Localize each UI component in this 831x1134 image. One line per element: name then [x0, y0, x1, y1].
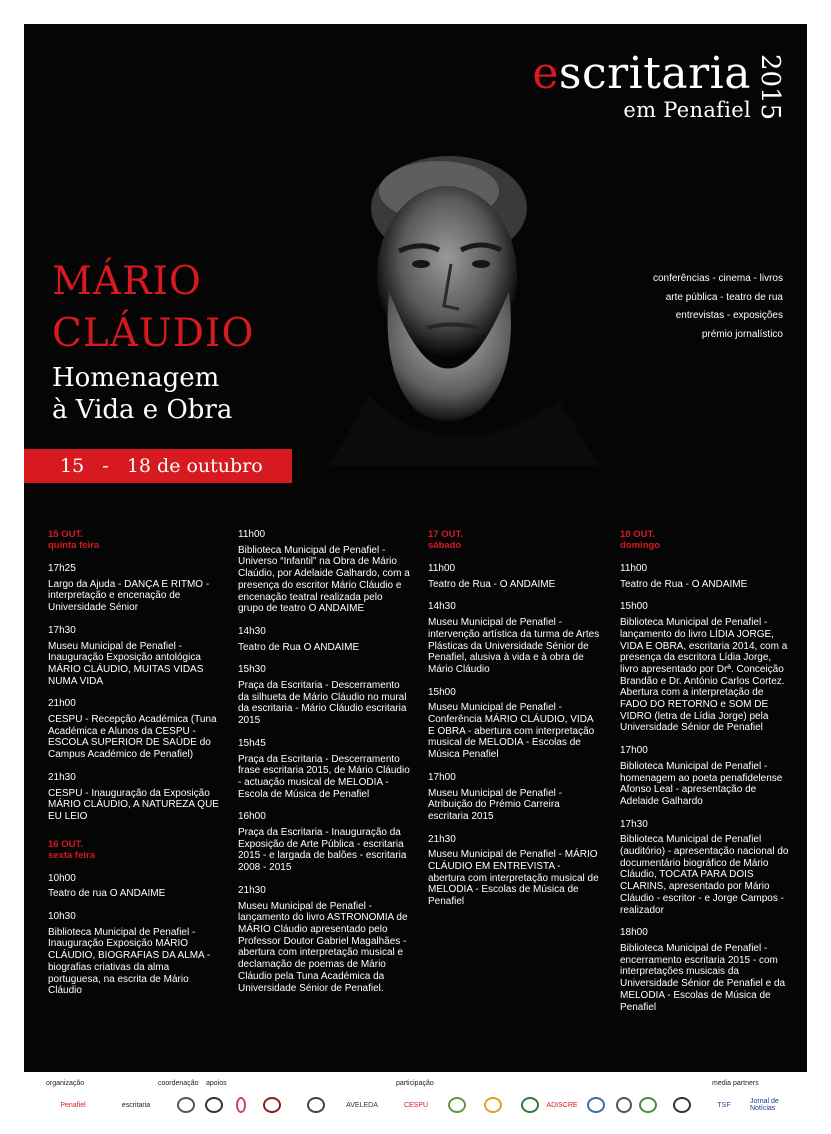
- schedule-event: [48, 625, 220, 688]
- event-time: 21h30: [48, 771, 76, 783]
- brand-year: 2015: [755, 54, 785, 121]
- event-description: Praça da Escritaria - Descerramento frase escritaria 2015, de Mário Cláudio - actuação musical de MELODIA - Escola de Música de Penafiel: [238, 753, 410, 800]
- day-date: 16 OUT.: [48, 838, 83, 850]
- event-time: 15h00: [620, 601, 648, 613]
- schedule-event: [238, 885, 410, 994]
- sponsor-logo: AVELEDA: [346, 1101, 378, 1109]
- sponsor-emblem-icon: [484, 1097, 502, 1113]
- sponsor-logo: TSF: [717, 1101, 731, 1109]
- day-date: 18 OUT.: [620, 529, 655, 540]
- schedule-event: [238, 529, 410, 615]
- brand-logo: [532, 48, 751, 122]
- sponsor-emblem-icon: [177, 1097, 195, 1113]
- event-time: 14h30: [428, 601, 456, 613]
- event-time: 15h30: [238, 664, 266, 676]
- event-description: Museu Municipal de Penafiel - Conferência MÁRIO CLÁUDIO, VIDA E OBRA - abertura com interpretação musical de MELODIA - Escolas de Música Penafiel: [428, 702, 595, 761]
- event-time: 16h00: [238, 811, 266, 823]
- event-time: 17h00: [620, 745, 648, 757]
- event-description: Teatro de rua O ANDAIME: [48, 888, 166, 900]
- brand-wordmark: escritaria: [532, 48, 751, 99]
- sponsor-logo: [254, 1094, 290, 1116]
- sponsor-emblem-icon: [673, 1097, 691, 1113]
- sponsor-logo: [670, 1094, 694, 1116]
- event-time: 17h25: [48, 563, 76, 574]
- event-time: 10h30: [48, 911, 76, 923]
- event-time: 17h30: [48, 624, 76, 636]
- schedule-event: [48, 698, 220, 761]
- event-time: 11h00: [620, 563, 648, 574]
- sponsor-emblem-icon: [307, 1097, 325, 1113]
- sponsor-logo: [204, 1094, 224, 1116]
- sponsor-logo: [638, 1094, 658, 1116]
- sponsor-logo: CESPU: [403, 1101, 429, 1109]
- tribute-title: [52, 362, 232, 426]
- event-description: Biblioteca Municipal de Penafiel (auditório) - apresentação nacional do documentário biográfico de Mário Cláudio, TOCATA PARA DOIS CLARINS, apresentado por Mário Cláudio - escritor - e Jorge Campos - realizador: [620, 834, 789, 916]
- label-organizacao: organização: [46, 1080, 85, 1087]
- day-date: 15 OUT.: [48, 529, 83, 540]
- event-description: Museu Municipal de Penafiel - lançamento do livro ASTRONOMIA de MÁRIO Cláudio apresentado pelo Professor Doutor Gabriel Magalhães - abertura com interpretação musical e declamação de poemas de Mário Cláudio pela Tuna Académica da Universidade Sénior de Penafiel.: [238, 900, 408, 994]
- event-time: 17h30: [620, 818, 648, 830]
- event-dates-banner: 15 - 18 de outubro: [24, 449, 292, 483]
- day-heading: [48, 839, 220, 861]
- event-description: Biblioteca Municipal de Penafiel - lançamento do livro LÍDIA JORGE, VIDA E OBRA, escritaria 2014, com a presença da escritora Lídia Jorge, livro apresentado por Drª. Conceição Brandão e Dr. António Carlos Cortez. Abertura com a interpretação de FADO DO RETORNO e SOM DE VIDRO (letra de Lídia Jorge) pela Universidade Sénior de Penafiel: [620, 617, 788, 734]
- event-time: 11h00: [238, 529, 266, 540]
- schedule-event: [238, 626, 410, 653]
- day-heading: [428, 529, 600, 551]
- sponsor-emblem-icon: [616, 1097, 632, 1113]
- tag-line: entrevistas - exposições: [675, 310, 783, 321]
- schedule-event: [238, 738, 410, 801]
- sponsor-emblem-icon: [205, 1097, 223, 1113]
- sponsor-logo: escritaria: [121, 1101, 151, 1109]
- event-description: CESPU - Recepção Académica (Tuna Académica e Alunos da CESPU - ESCOLA SUPERIOR DE SAÚDE do Campus Académico de Penafiel): [48, 714, 217, 761]
- schedule-event: [48, 911, 220, 997]
- tag-line: conferências - cinema - livros: [652, 273, 783, 284]
- tag-line: prémio jornalístico: [701, 328, 783, 340]
- event-time: 17h00: [428, 771, 456, 783]
- tribute-line2: à Vida e Obra: [52, 395, 233, 425]
- event-description: Biblioteca Municipal de Penafiel - homenagem ao poeta penafidelense Afonso Leal - apresentação de Adelaide Galhardo: [620, 760, 783, 807]
- tag-line: arte pública - teatro de rua: [665, 291, 783, 303]
- sponsor-logo: [446, 1094, 468, 1116]
- event-time: 21h30: [428, 833, 456, 845]
- schedule-event: [620, 927, 792, 1013]
- event-description: Museu Municipal de Penafiel - intervenção artística da turma de Artes Plásticas da Universidade Sénior de Penafiel, alusiva à vida e à obra de Mário Cláudio: [428, 617, 600, 675]
- schedule-event: [238, 664, 410, 727]
- sponsor-logo: [236, 1094, 246, 1116]
- sponsor-emblem-icon: [448, 1097, 466, 1113]
- day-weekday: quinta feira: [48, 540, 100, 551]
- day-heading: [620, 529, 792, 551]
- schedule-column-1: [48, 529, 220, 1008]
- day-weekday: sexta feira: [48, 849, 96, 861]
- label-apoios: apoios: [206, 1080, 227, 1087]
- sponsor-logo: [306, 1094, 326, 1116]
- event-description: Largo da Ajuda - DANÇA E RITMO - interpretação e encenação de Universidade Sénior: [48, 578, 210, 614]
- event-description: Museu Municipal de Penafiel - Inauguração Exposição antológica MÁRIO CLÁUDIO, MUITAS VIDAS NUMA VIDA: [48, 640, 204, 687]
- sponsor-emblem-icon: [236, 1097, 246, 1113]
- event-description: Biblioteca Municipal de Penafiel - encerramento escritaria 2015 - com interpretações musicais da Universidade Sénior de Penafiel e da MELODIA - Escolas de Música de Penafiel: [620, 942, 786, 1013]
- event-description: CESPU - Inauguração da Exposição MÁRIO CLÁUDIO, A NATUREZA QUE EU LEIO: [48, 787, 219, 822]
- event-poster: [24, 24, 807, 1072]
- sponsor-logo: ADISCRE: [546, 1101, 578, 1109]
- event-description: Biblioteca Municipal de Penafiel - Universo “Infantil” na Obra de Mário Claúdio, por Adelaide Galhardo, com a presença do escritor Mário Cláudio e encenação teatral realizada pelo grupo de teatro O ANDAIME: [238, 544, 410, 615]
- event-description: Teatro de Rua - O ANDAIME: [428, 578, 556, 590]
- label-coordenacao: coordenação: [158, 1080, 199, 1087]
- activity-tags: [653, 270, 783, 344]
- day-heading: [48, 529, 220, 551]
- event-time: 18h00: [620, 927, 648, 939]
- sponsor-logo: [580, 1094, 612, 1116]
- schedule-event: [428, 563, 600, 590]
- event-time: 11h00: [428, 563, 456, 574]
- sponsors-footer: [24, 1076, 807, 1132]
- sponsor-logo: Jornal de Notícias: [750, 1098, 779, 1112]
- sponsor-emblem-icon: [263, 1097, 281, 1113]
- honoree-name: [52, 256, 254, 360]
- schedule-event: [620, 601, 792, 734]
- event-time: 14h30: [238, 625, 266, 637]
- event-time: 15h45: [238, 737, 266, 749]
- schedule-event: [48, 563, 220, 614]
- sponsor-emblem-icon: [587, 1097, 605, 1113]
- schedule-column-4: [620, 529, 792, 1024]
- label-media-partners: media partners: [712, 1080, 759, 1087]
- tribute-line1: Homenagem: [52, 363, 220, 393]
- schedule-event: [238, 811, 410, 874]
- sponsor-logo: [176, 1094, 196, 1116]
- day-weekday: domingo: [620, 540, 661, 551]
- event-description: Biblioteca Municipal de Penafiel - Inauguração Exposição MÁRIO CLÁUDIO, BIOGRAFIAS DA ALMA - biografias criativas da alma portuguesa, na escrita de Mário Cláudio: [48, 926, 211, 997]
- event-time: 10h00: [48, 872, 76, 884]
- schedule-event: [428, 601, 600, 675]
- event-description: Teatro de Rua - O ANDAIME: [620, 578, 748, 590]
- honoree-name-line1: MÁRIO: [52, 259, 202, 304]
- schedule-event: [48, 772, 220, 823]
- event-time: 21h30: [238, 884, 266, 896]
- schedule-event: [428, 834, 600, 908]
- event-description: Teatro de Rua O ANDAIME: [238, 641, 360, 653]
- honoree-name-line2: CLÁUDIO: [52, 311, 255, 356]
- sponsor-emblem-icon: [639, 1097, 657, 1113]
- day-weekday: sábado: [428, 540, 462, 551]
- schedule-event: [620, 563, 792, 590]
- sponsor-emblem-icon: [521, 1097, 539, 1113]
- schedule-column-2: [238, 529, 410, 1005]
- brand-subtitle: em Penafiel: [623, 98, 751, 122]
- label-participacao: participação: [396, 1080, 434, 1087]
- portrait-photo: [329, 146, 599, 466]
- schedule-event: [428, 772, 600, 823]
- event-description: Praça da Escritaria - Descerramento da silhueta de Mário Cláudio no mural da escritaria - Mário Cláudio escritaria 2015: [238, 680, 407, 727]
- schedule-column-3: [428, 529, 600, 919]
- schedule-event: [620, 745, 792, 808]
- event-description: Museu Municipal de Penafiel - Atribuição do Prémio Carreira escritaria 2015: [428, 787, 562, 822]
- sponsor-logo: [616, 1094, 632, 1116]
- sponsor-logo: [518, 1094, 542, 1116]
- sponsor-logo: Penafiel: [60, 1101, 86, 1109]
- schedule-event: [48, 873, 220, 900]
- event-time: 15h00: [428, 686, 456, 698]
- event-time: 21h00: [48, 698, 76, 710]
- schedule-event: [428, 687, 600, 761]
- event-description: Museu Municipal de Penafiel - MÁRIO CLÁUDIO EM ENTREVISTA - abertura com interpretação musical de MELODIA - Escolas de Música de Penafiel: [428, 849, 599, 908]
- schedule-event: [620, 819, 792, 917]
- day-date: 17 OUT.: [428, 529, 463, 540]
- event-description: Praça da Escritaria - Inauguração da Exposição de Arte Pública - escritaria 2015 - e largada de balões - escritaria 2008 - 2015: [238, 827, 407, 874]
- sponsor-logo: [484, 1094, 502, 1116]
